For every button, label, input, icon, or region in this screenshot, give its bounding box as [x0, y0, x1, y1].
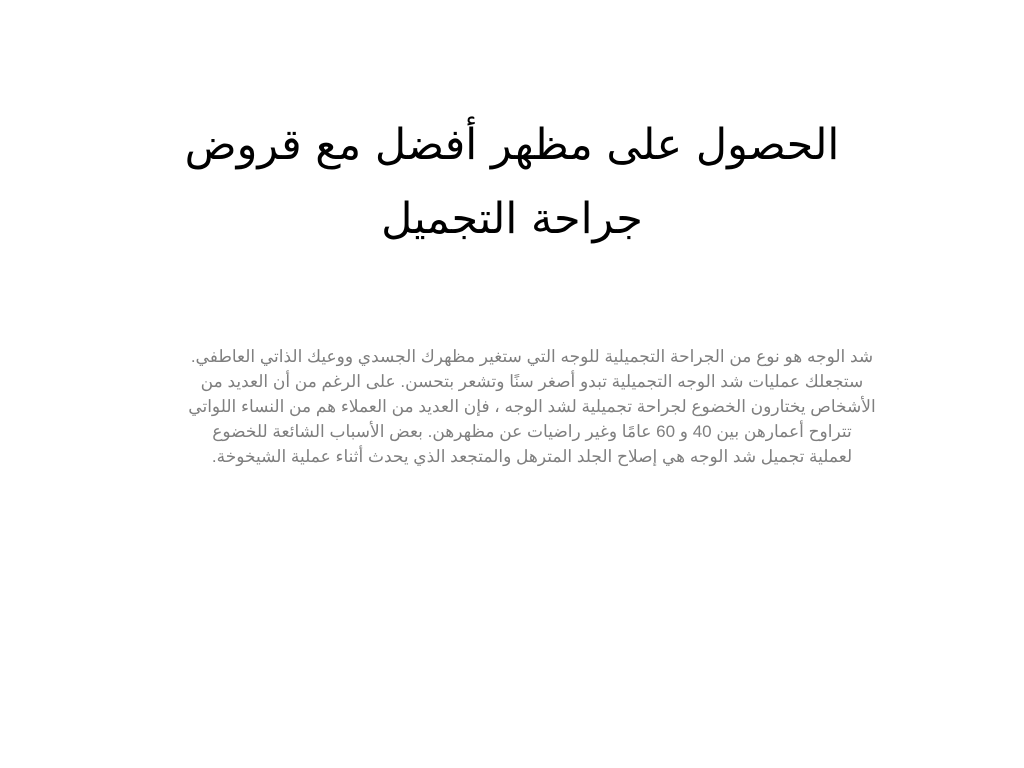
- slide-title-line: جراحة التجميل: [381, 194, 643, 244]
- body-line: الأشخاص يختارون الخضوع لجراحة تجميلية لشد الوجه ، فإن العديد من العملاء هم من النساء اللواتي: [188, 397, 876, 416]
- body-line: تتراوح أعمارهن بين 40 و 60 عامًا وغير راضيات عن مظهرهن. بعض الأسباب الشائعة للخضوع: [212, 422, 852, 441]
- body-line: ستجعلك عمليات شد الوجه التجميلية تبدو أصغر سنًا وتشعر بتحسن. على الرغم من أن العديد من: [200, 372, 864, 391]
- body-line: لعملية تجميل شد الوجه هي إصلاح الجلد المترهل والمتجعد الذي يحدث أثناء عملية الشيخوخة.: [211, 447, 853, 466]
- slide-title-line: الحصول على مظهر أفضل مع قروض: [184, 120, 840, 170]
- body-line: شد الوجه هو نوع من الجراحة التجميلية للوجه التي ستغير مظهرك الجسدي ووعيك الذاتي العاطفي.: [190, 347, 874, 366]
- slide-body-text: [130, 344, 934, 469]
- slide-title: [80, 108, 944, 256]
